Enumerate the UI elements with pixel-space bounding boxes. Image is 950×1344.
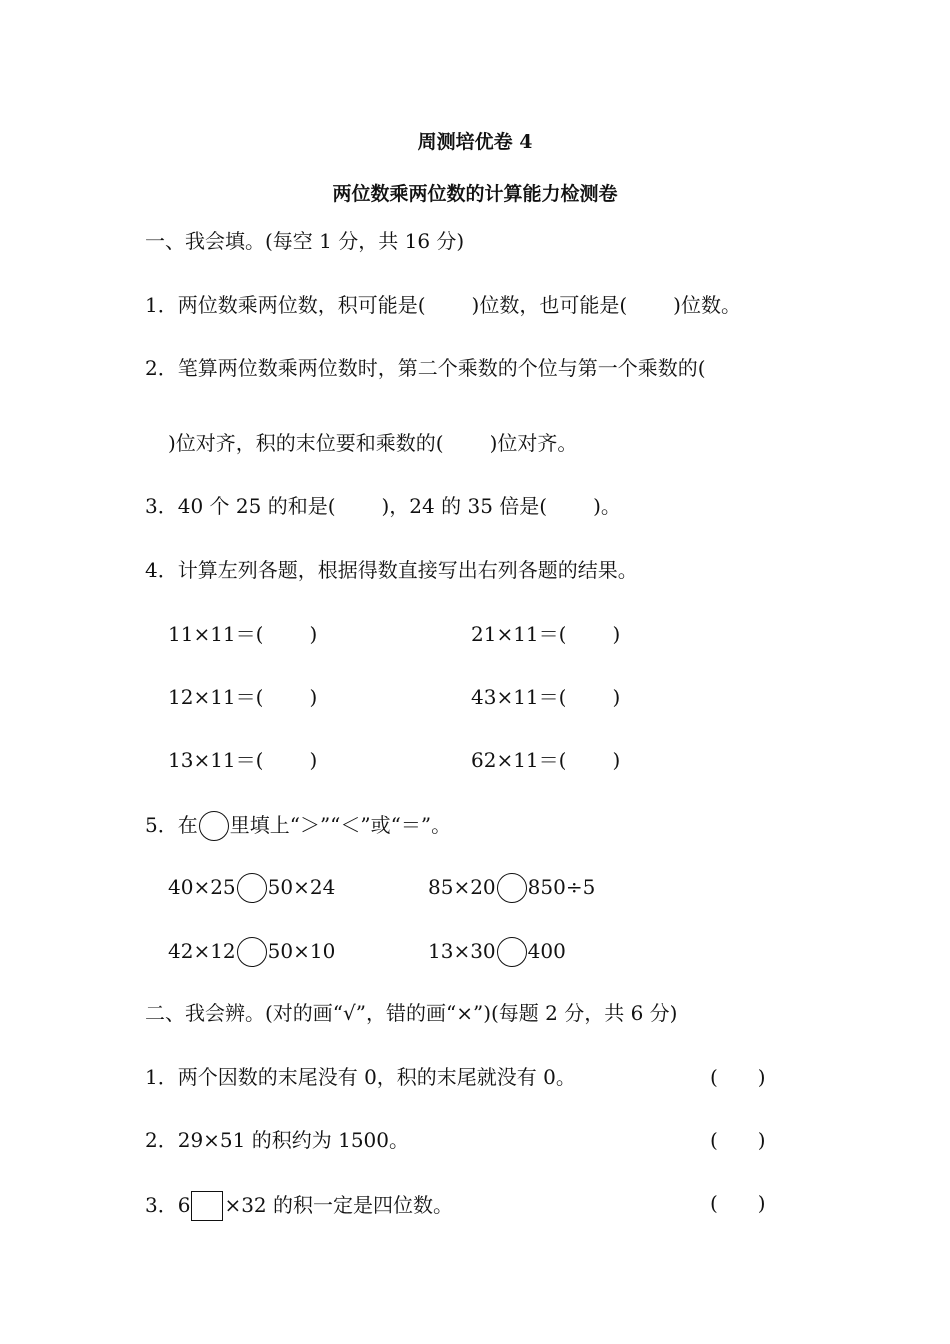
judge-item-1: 1．两个因数的末尾没有 0，积的末尾就没有 0。 [145,1065,576,1089]
compare-2: 85×20 850÷5 [428,873,595,903]
compare-4: 13×30 400 [428,937,566,967]
judge-item-2: 2．29×51 的积约为 1500。 [145,1128,409,1152]
judge-item-3: 3．6 ×32 的积一定是四位数。 [145,1191,453,1221]
calc-right-1: 21×11＝( ) [471,622,621,646]
question-1-2-line1: 2．笔算两位数乘两位数时，第二个乘数的个位与第一个乘数的( [145,356,706,380]
section2-heading: 二、我会辨。(对的画“√”，错的画“×”)(每题 2 分，共 6 分) [145,1001,678,1025]
question-1-3: 3．40 个 25 的和是( )，24 的 35 倍是( )。 [145,494,621,518]
page-subtitle: 两位数乘两位数的计算能力检测卷 [332,183,618,205]
square-box[interactable] [191,1191,223,1221]
calc-right-2: 43×11＝( ) [471,685,621,709]
calc-left-3: 13×11＝( ) [168,748,318,772]
judge-answer-1[interactable]: ( ) [710,1065,766,1089]
calc-right-3: 62×11＝( ) [471,748,621,772]
compare-circle[interactable] [497,873,527,903]
compare-circle[interactable] [237,937,267,967]
calc-left-2: 12×11＝( ) [168,685,318,709]
judge-answer-2[interactable]: ( ) [710,1128,766,1152]
compare-3: 42×12 50×10 [168,937,335,967]
question-1-5: 5．在 里填上“＞”“＜”或“＝”。 [145,811,451,841]
compare-circle[interactable] [237,873,267,903]
compare-1: 40×25 50×24 [168,873,335,903]
section1-heading: 一、我会填。(每空 1 分，共 16 分) [145,229,465,253]
question-1-2-line2: )位对齐，积的末位要和乘数的( )位对齐。 [168,431,578,455]
calc-left-1: 11×11＝( ) [168,622,318,646]
question-1-1: 1．两位数乘两位数，积可能是( )位数，也可能是( )位数。 [145,293,741,317]
question-1-4: 4．计算左列各题，根据得数直接写出右列各题的结果。 [145,558,638,582]
circle-icon [199,811,229,841]
page-title: 周测培优卷 4 [417,131,533,153]
compare-circle[interactable] [497,937,527,967]
judge-answer-3[interactable]: ( ) [710,1191,766,1215]
